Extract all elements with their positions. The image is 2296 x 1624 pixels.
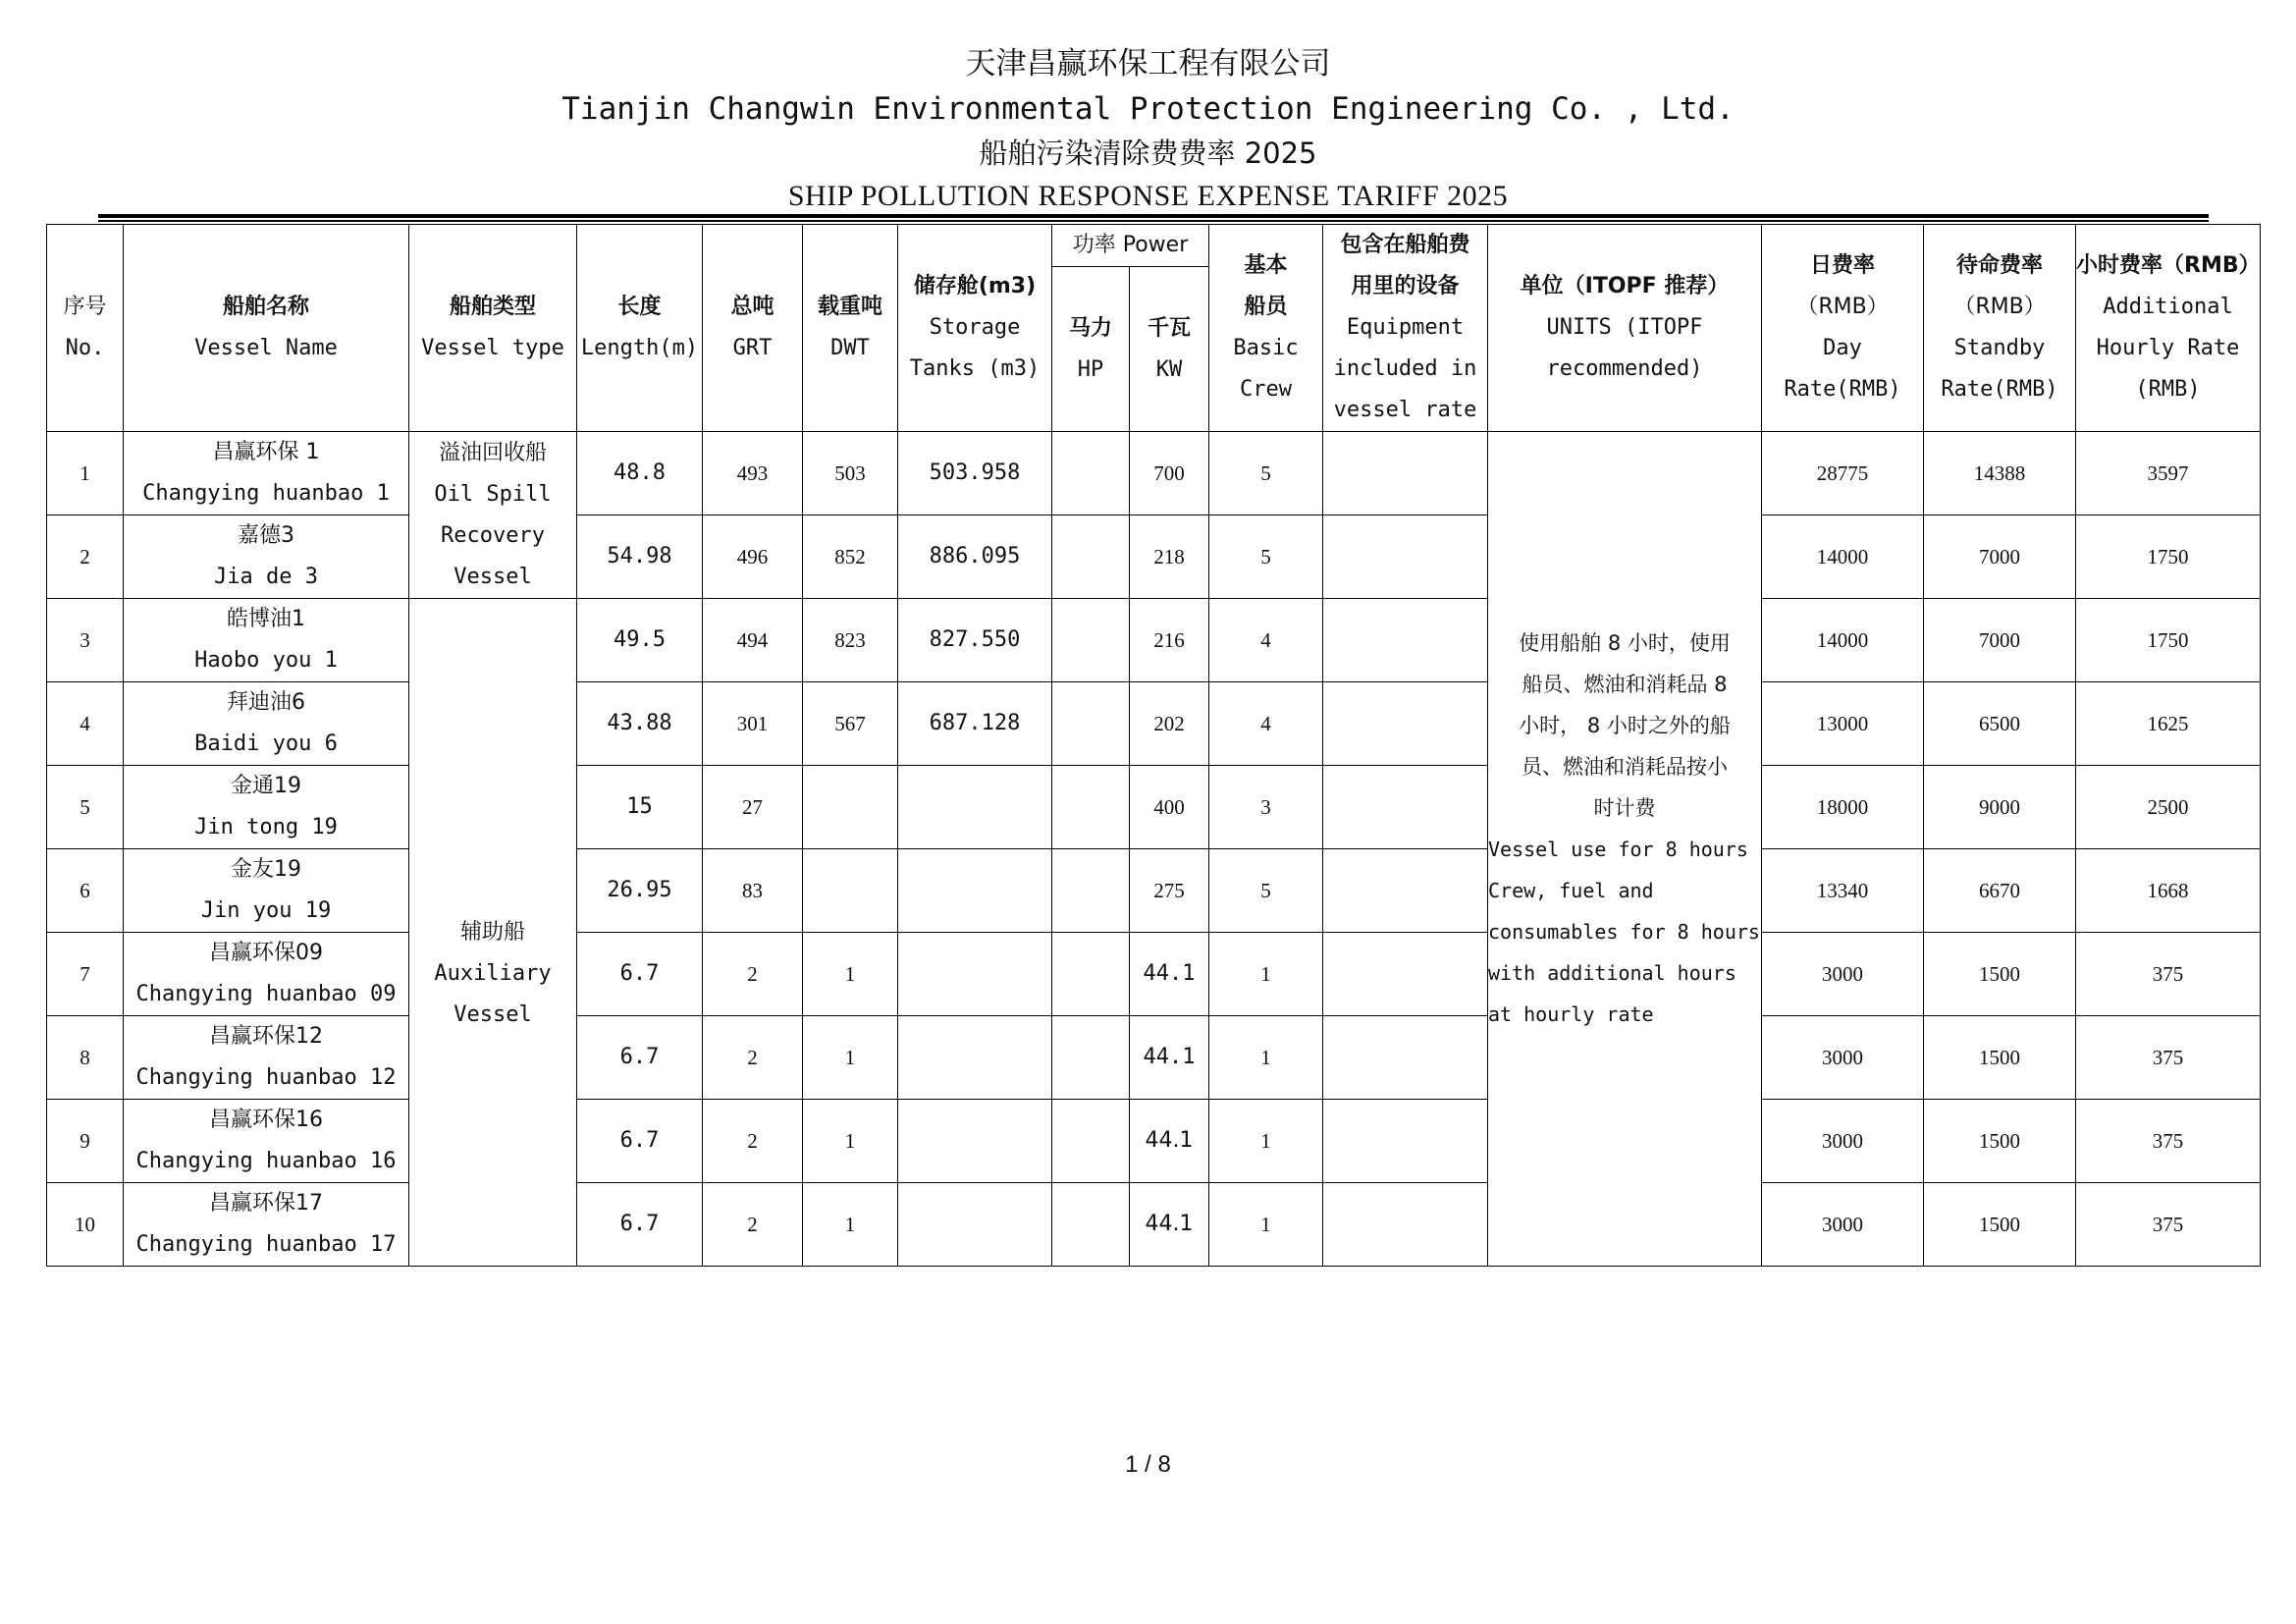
cell-kw: 700 bbox=[1130, 432, 1209, 515]
tariff-title-en: SHIP POLLUTION RESPONSE EXPENSE TARIFF 2025 bbox=[787, 180, 1509, 212]
cell-grt: 2 bbox=[703, 1016, 803, 1100]
cell-crew: 5 bbox=[1209, 849, 1323, 933]
col-header-standby-rate: 待命费率 （RMB） Standby Rate(RMB) bbox=[1924, 225, 2076, 432]
cell-vessel-name: 皓博油1 Haobo you 1 bbox=[124, 599, 409, 682]
cell-crew: 1 bbox=[1209, 1100, 1323, 1183]
cell-storage bbox=[898, 766, 1052, 849]
col-header-grt: 总吨 GRT bbox=[703, 225, 803, 432]
col-header-crew: 基本 船员 Basic Crew bbox=[1209, 225, 1323, 432]
cell-kw: 202 bbox=[1130, 682, 1209, 766]
cell-vessel-name: 金友19 Jin you 19 bbox=[124, 849, 409, 933]
cell-length: 6.7 bbox=[577, 1100, 703, 1183]
cell-no: 9 bbox=[47, 1100, 124, 1183]
cell-grt: 27 bbox=[703, 766, 803, 849]
cell-hourly-rate: 1750 bbox=[2076, 599, 2261, 682]
cell-no: 10 bbox=[47, 1183, 124, 1267]
cell-equipment bbox=[1323, 766, 1488, 849]
cell-equipment bbox=[1323, 432, 1488, 515]
cell-vessel-name: 拜迪油6 Baidi you 6 bbox=[124, 682, 409, 766]
cell-dwt: 567 bbox=[803, 682, 898, 766]
cell-no: 5 bbox=[47, 766, 124, 849]
cell-dwt bbox=[803, 766, 898, 849]
cell-day-rate: 3000 bbox=[1762, 1100, 1924, 1183]
table-row bbox=[47, 849, 2261, 933]
cell-equipment bbox=[1323, 1016, 1488, 1100]
document-header bbox=[0, 41, 2296, 218]
cell-dwt bbox=[803, 849, 898, 933]
cell-crew: 1 bbox=[1209, 1183, 1323, 1267]
cell-hp bbox=[1052, 1183, 1130, 1267]
cell-standby-rate: 1500 bbox=[1924, 1100, 2076, 1183]
cell-crew: 5 bbox=[1209, 515, 1323, 599]
cell-day-rate: 13340 bbox=[1762, 849, 1924, 933]
company-name-en: Tianjin Changwin Environmental Protection Engineering Co. , Ltd. bbox=[561, 91, 1735, 127]
cell-equipment bbox=[1323, 849, 1488, 933]
tariff-title-cn: 船舶污染清除费费率 2025 bbox=[979, 136, 1317, 170]
cell-standby-rate: 6500 bbox=[1924, 682, 2076, 766]
table-row bbox=[47, 682, 2261, 766]
tariff-table bbox=[46, 224, 2261, 1267]
cell-units-note: 使用船舶 8 小时，使用 船员、燃油和消耗品 8 小时， 8 小时之外的船 员、燃油和消耗品按小 时计费 Vessel use for 8 hours Crew, fuel and consumables for 8 hours with additional hours at hourly rate bbox=[1488, 432, 1762, 1267]
cell-length: 43.88 bbox=[577, 682, 703, 766]
cell-hp bbox=[1052, 432, 1130, 515]
cell-standby-rate: 1500 bbox=[1924, 1183, 2076, 1267]
cell-no: 2 bbox=[47, 515, 124, 599]
cell-day-rate: 3000 bbox=[1762, 1183, 1924, 1267]
cell-crew: 4 bbox=[1209, 599, 1323, 682]
table-row bbox=[47, 933, 2261, 1016]
cell-equipment bbox=[1323, 682, 1488, 766]
cell-hp bbox=[1052, 1100, 1130, 1183]
cell-kw: 275 bbox=[1130, 849, 1209, 933]
cell-no: 8 bbox=[47, 1016, 124, 1100]
cell-vessel-type-aux: 辅助船 Auxiliary Vessel bbox=[409, 599, 577, 1267]
cell-hp bbox=[1052, 682, 1130, 766]
table-row bbox=[47, 515, 2261, 599]
cell-hp bbox=[1052, 766, 1130, 849]
cell-standby-rate: 6670 bbox=[1924, 849, 2076, 933]
table-row bbox=[47, 599, 2261, 682]
cell-standby-rate: 9000 bbox=[1924, 766, 2076, 849]
cell-length: 6.7 bbox=[577, 933, 703, 1016]
col-header-power: 功率 Power bbox=[1052, 225, 1209, 267]
table-row bbox=[47, 1016, 2261, 1100]
col-header-kw: 千瓦 KW bbox=[1130, 267, 1209, 432]
header-rule-thick bbox=[98, 214, 2209, 218]
cell-kw: 216 bbox=[1130, 599, 1209, 682]
cell-kw: 218 bbox=[1130, 515, 1209, 599]
cell-day-rate: 14000 bbox=[1762, 515, 1924, 599]
cell-length: 6.7 bbox=[577, 1016, 703, 1100]
cell-day-rate: 13000 bbox=[1762, 682, 1924, 766]
cell-standby-rate: 1500 bbox=[1924, 1016, 2076, 1100]
cell-kw: 44.1 bbox=[1130, 1100, 1209, 1183]
table-row bbox=[47, 1183, 2261, 1267]
cell-hourly-rate: 2500 bbox=[2076, 766, 2261, 849]
cell-grt: 496 bbox=[703, 515, 803, 599]
page-number: 1 / 8 bbox=[1125, 1451, 1171, 1478]
cell-length: 26.95 bbox=[577, 849, 703, 933]
cell-dwt: 852 bbox=[803, 515, 898, 599]
cell-grt: 2 bbox=[703, 1100, 803, 1183]
cell-hp bbox=[1052, 933, 1130, 1016]
cell-dwt: 1 bbox=[803, 933, 898, 1016]
cell-hourly-rate: 3597 bbox=[2076, 432, 2261, 515]
cell-storage bbox=[898, 1183, 1052, 1267]
cell-grt: 301 bbox=[703, 682, 803, 766]
cell-storage: 886.095 bbox=[898, 515, 1052, 599]
cell-standby-rate: 14388 bbox=[1924, 432, 2076, 515]
cell-hp bbox=[1052, 599, 1130, 682]
cell-hp bbox=[1052, 515, 1130, 599]
cell-vessel-name: 昌赢环保09 Changying huanbao 09 bbox=[124, 933, 409, 1016]
cell-vessel-name: 嘉德3 Jia de 3 bbox=[124, 515, 409, 599]
col-header-hourly-rate: 小时费率（RMB） Additional Hourly Rate (RMB) bbox=[2076, 225, 2261, 432]
cell-length: 6.7 bbox=[577, 1183, 703, 1267]
cell-hourly-rate: 375 bbox=[2076, 1016, 2261, 1100]
cell-hp bbox=[1052, 1016, 1130, 1100]
cell-crew: 1 bbox=[1209, 933, 1323, 1016]
cell-crew: 3 bbox=[1209, 766, 1323, 849]
cell-equipment bbox=[1323, 599, 1488, 682]
cell-grt: 494 bbox=[703, 599, 803, 682]
cell-equipment bbox=[1323, 933, 1488, 1016]
cell-grt: 493 bbox=[703, 432, 803, 515]
cell-crew: 5 bbox=[1209, 432, 1323, 515]
cell-storage bbox=[898, 1100, 1052, 1183]
cell-length: 49.5 bbox=[577, 599, 703, 682]
cell-vessel-name: 昌赢环保12 Changying huanbao 12 bbox=[124, 1016, 409, 1100]
cell-standby-rate: 1500 bbox=[1924, 933, 2076, 1016]
cell-day-rate: 3000 bbox=[1762, 933, 1924, 1016]
cell-kw: 44.1 bbox=[1130, 1183, 1209, 1267]
cell-crew: 4 bbox=[1209, 682, 1323, 766]
cell-dwt: 1 bbox=[803, 1183, 898, 1267]
cell-vessel-name: 昌赢环保16 Changying huanbao 16 bbox=[124, 1100, 409, 1183]
cell-dwt: 1 bbox=[803, 1100, 898, 1183]
cell-length: 48.8 bbox=[577, 432, 703, 515]
table-row bbox=[47, 1100, 2261, 1183]
cell-no: 1 bbox=[47, 432, 124, 515]
cell-hourly-rate: 1750 bbox=[2076, 515, 2261, 599]
cell-vessel-name: 昌赢环保17 Changying huanbao 17 bbox=[124, 1183, 409, 1267]
cell-vessel-type-oil: 溢油回收船 Oil Spill Recovery Vessel bbox=[409, 432, 577, 599]
cell-dwt: 823 bbox=[803, 599, 898, 682]
header-rule-thin bbox=[98, 220, 2209, 222]
col-header-units: 单位（ITOPF 推荐） UNITS (ITOPF recommended) bbox=[1488, 225, 1762, 432]
cell-hp bbox=[1052, 849, 1130, 933]
col-header-storage: 储存舱(m3) Storage Tanks (m3) bbox=[898, 225, 1052, 432]
cell-grt: 2 bbox=[703, 1183, 803, 1267]
table-row bbox=[47, 766, 2261, 849]
cell-hourly-rate: 1625 bbox=[2076, 682, 2261, 766]
col-header-length: 长度 Length(m) bbox=[577, 225, 703, 432]
cell-kw: 400 bbox=[1130, 766, 1209, 849]
cell-standby-rate: 7000 bbox=[1924, 599, 2076, 682]
cell-day-rate: 14000 bbox=[1762, 599, 1924, 682]
cell-day-rate: 3000 bbox=[1762, 1016, 1924, 1100]
cell-vessel-name: 金通19 Jin tong 19 bbox=[124, 766, 409, 849]
cell-hourly-rate: 1668 bbox=[2076, 849, 2261, 933]
cell-vessel-name: 昌赢环保 1 Changying huanbao 1 bbox=[124, 432, 409, 515]
cell-storage: 827.550 bbox=[898, 599, 1052, 682]
cell-day-rate: 18000 bbox=[1762, 766, 1924, 849]
cell-length: 15 bbox=[577, 766, 703, 849]
cell-storage bbox=[898, 933, 1052, 1016]
cell-grt: 2 bbox=[703, 933, 803, 1016]
cell-dwt: 503 bbox=[803, 432, 898, 515]
cell-kw: 44.1 bbox=[1130, 1016, 1209, 1100]
cell-equipment bbox=[1323, 1100, 1488, 1183]
cell-storage bbox=[898, 1016, 1052, 1100]
cell-standby-rate: 7000 bbox=[1924, 515, 2076, 599]
table-row bbox=[47, 432, 2261, 515]
header-row bbox=[47, 225, 2261, 267]
cell-no: 7 bbox=[47, 933, 124, 1016]
cell-crew: 1 bbox=[1209, 1016, 1323, 1100]
company-name-cn: 天津昌赢环保工程有限公司 bbox=[965, 46, 1331, 81]
col-header-no: 序号 No. bbox=[47, 225, 124, 432]
cell-hourly-rate: 375 bbox=[2076, 933, 2261, 1016]
col-header-equipment: 包含在船舶费 用里的设备 Equipment included in vessel rate bbox=[1323, 225, 1488, 432]
col-header-dwt: 载重吨 DWT bbox=[803, 225, 898, 432]
cell-no: 4 bbox=[47, 682, 124, 766]
cell-storage: 687.128 bbox=[898, 682, 1052, 766]
cell-equipment bbox=[1323, 515, 1488, 599]
col-header-vessel-type: 船舶类型 Vessel type bbox=[409, 225, 577, 432]
col-header-day-rate: 日费率 （RMB） Day Rate(RMB) bbox=[1762, 225, 1924, 432]
cell-hourly-rate: 375 bbox=[2076, 1100, 2261, 1183]
cell-kw: 44.1 bbox=[1130, 933, 1209, 1016]
col-header-vessel-name: 船舶名称 Vessel Name bbox=[124, 225, 409, 432]
cell-equipment bbox=[1323, 1183, 1488, 1267]
cell-dwt: 1 bbox=[803, 1016, 898, 1100]
cell-storage: 503.958 bbox=[898, 432, 1052, 515]
col-header-hp: 马力 HP bbox=[1052, 267, 1130, 432]
cell-length: 54.98 bbox=[577, 515, 703, 599]
cell-day-rate: 28775 bbox=[1762, 432, 1924, 515]
cell-no: 6 bbox=[47, 849, 124, 933]
cell-no: 3 bbox=[47, 599, 124, 682]
cell-storage bbox=[898, 849, 1052, 933]
cell-grt: 83 bbox=[703, 849, 803, 933]
cell-hourly-rate: 375 bbox=[2076, 1183, 2261, 1267]
